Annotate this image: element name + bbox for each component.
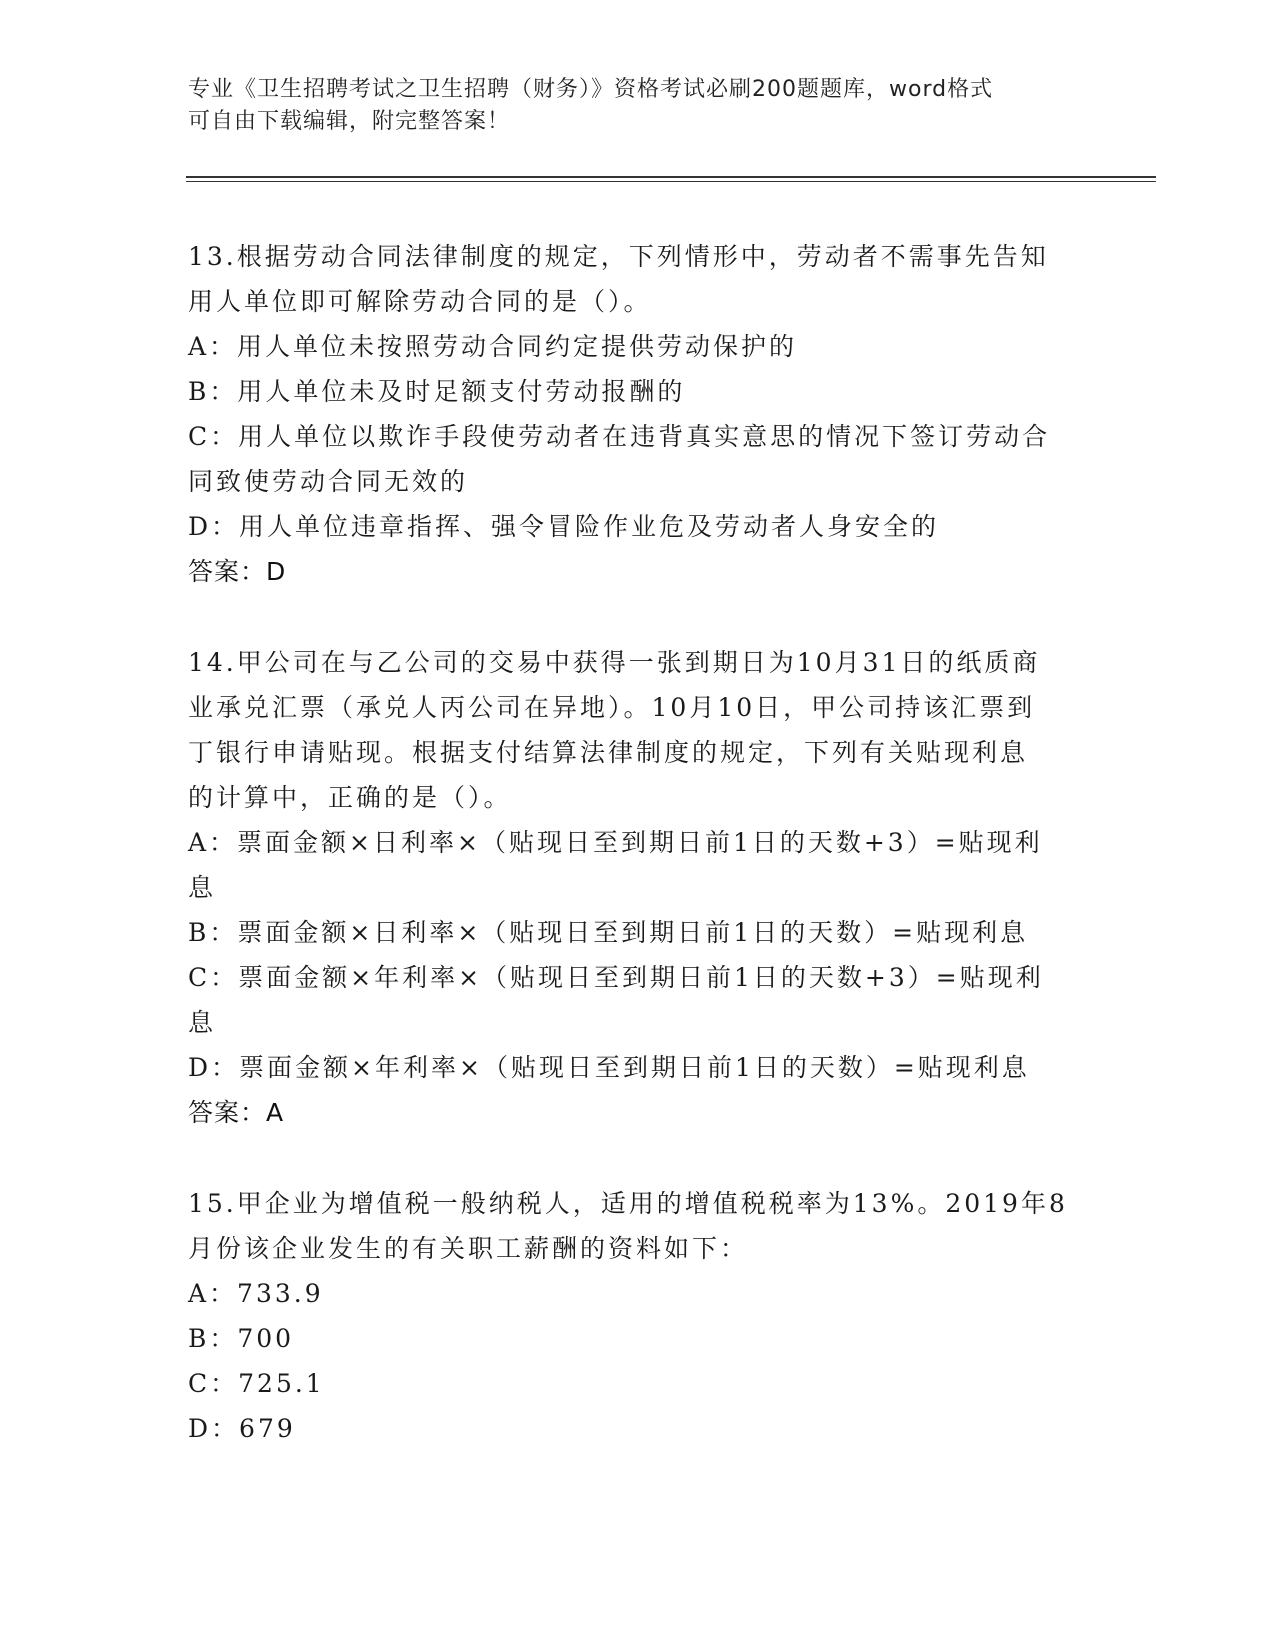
header-divider <box>186 176 1156 178</box>
option-c-continued: 同致使劳动合同无效的 <box>188 467 469 496</box>
option-a: A：用人单位未按照劳动合同约定提供劳动保护的 <box>188 332 798 361</box>
question-stem-line: 15.甲企业为增值税一般纳税人，适用的增值税税率为13%。2019年8 <box>188 1189 1068 1218</box>
option-c-continued: 息 <box>188 1008 217 1037</box>
option-c: C：用人单位以欺诈手段使劳动者在违背真实意思的情况下签订劳动合 <box>188 422 1051 451</box>
question-stem-line: 13.根据劳动合同法律制度的规定，下列情形中，劳动者不需事先告知 <box>188 242 1049 271</box>
question-stem-line: 的计算中，正确的是（）。 <box>188 783 512 812</box>
header-line-1: 专业《卫生招聘考试之卫生招聘（财务）》资格考试必刷200题题库，word格式 <box>188 77 994 102</box>
option-d: D：679 <box>188 1414 296 1443</box>
answer-label: 答案：D <box>188 557 287 586</box>
option-c: C：725.1 <box>188 1369 325 1398</box>
question-14 <box>188 640 1088 1135</box>
option-d: D：票面金额×年利率×（贴现日至到期日前1日的天数）=贴现利息 <box>188 1053 1030 1082</box>
header-line-2: 可自由下载编辑，附完整答案！ <box>188 109 511 134</box>
question-15 <box>188 1181 1088 1451</box>
option-b: B：票面金额×日利率×（贴现日至到期日前1日的天数）=贴现利息 <box>188 918 1029 947</box>
option-a: A：733.9 <box>188 1279 324 1308</box>
question-list <box>188 234 1088 1497</box>
question-stem-line: 14.甲公司在与乙公司的交易中获得一张到期日为10月31日的纸质商 <box>188 648 1041 677</box>
question-stem-line: 用人单位即可解除劳动合同的是（）。 <box>188 287 652 316</box>
question-stem-line: 月份该企业发生的有关职工薪酬的资料如下： <box>188 1234 749 1263</box>
option-a-continued: 息 <box>188 873 217 902</box>
option-b: B：用人单位未及时足额支付劳动报酬的 <box>188 377 686 406</box>
question-stem-line: 业承兑汇票（承兑人丙公司在异地）。10月10日，甲公司持该汇票到 <box>188 693 1036 722</box>
document-header <box>188 74 1068 138</box>
option-c: C：票面金额×年利率×（贴现日至到期日前1日的天数+3）=贴现利 <box>188 963 1044 992</box>
question-stem-line: 丁银行申请贴现。根据支付结算法律制度的规定，下列有关贴现利息 <box>188 738 1029 767</box>
option-b: B：700 <box>188 1324 295 1353</box>
header-divider-thin <box>186 181 1156 182</box>
answer-label: 答案：A <box>188 1098 285 1127</box>
option-d: D：用人单位违章指挥、强令冒险作业危及劳动者人身安全的 <box>188 512 940 541</box>
question-13 <box>188 234 1088 594</box>
option-a: A：票面金额×日利率×（贴现日至到期日前1日的天数+3）=贴现利 <box>188 828 1043 857</box>
